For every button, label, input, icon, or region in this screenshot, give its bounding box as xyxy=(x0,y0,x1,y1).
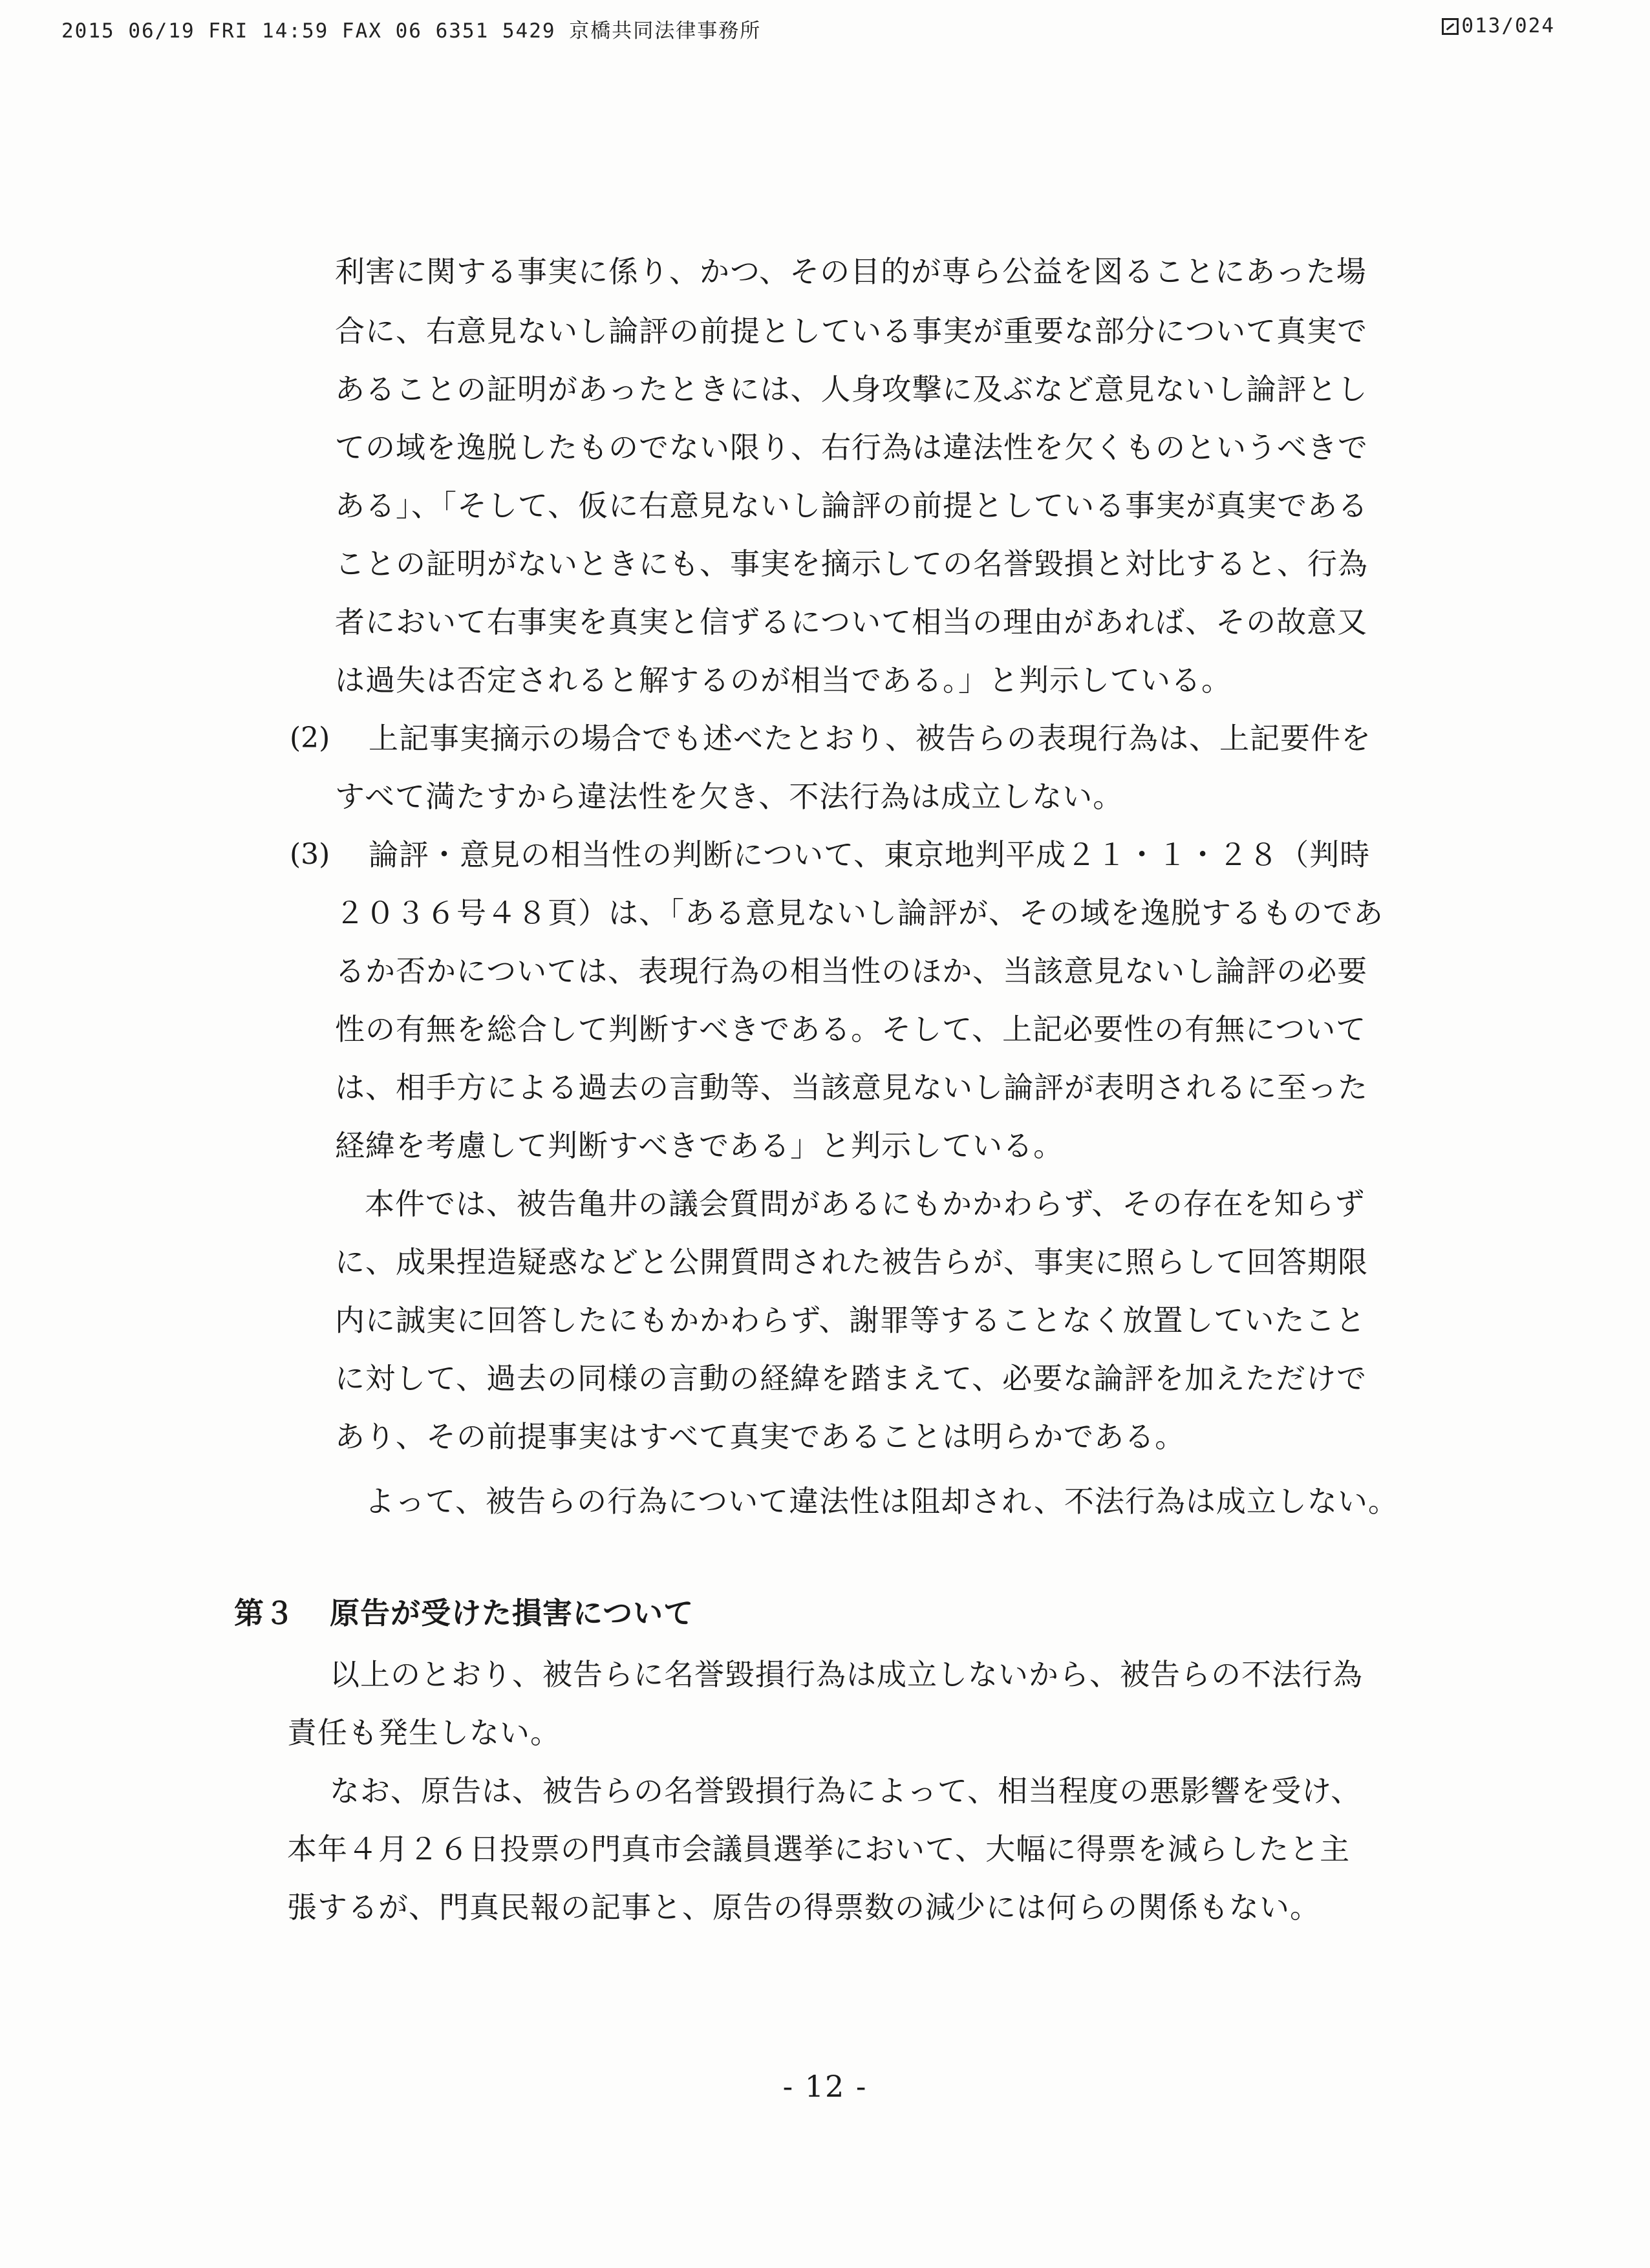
text-line: 責任も発生しない。 xyxy=(287,1715,561,1750)
text-line: 性の有無を総合して判断すべきである。そして、上記必要性の有無について xyxy=(335,1012,1367,1047)
text-line: 張するが、門真民報の記事と、原告の得票数の減少には何らの関係もない。 xyxy=(287,1890,1320,1925)
section-heading: 原告が受けた損害について xyxy=(330,1596,694,1631)
page-number: - 12 - xyxy=(782,2069,868,2104)
text-line: よって、被告らの行為について違法性は阻却され、不法行為は成立しない。 xyxy=(365,1484,1398,1519)
text-line: 者において右事実を真実と信ずるについて相当の理由があれば、その故意又 xyxy=(335,604,1368,639)
text-line: ある」、「そして、仮に右意見ないし論評の前提としている事実が真実である xyxy=(335,488,1369,523)
text-line: 合に、右意見ないし論評の前提としている事実が重要な部分について真実で xyxy=(335,314,1368,348)
text-line: ２０３６号４８頁）は、「ある意見ないし論評が、その域を逸脱するものであ xyxy=(335,895,1384,930)
item-number: (3) xyxy=(290,838,330,871)
text-line: なお、原告は、被告らの名誉毀損行為によって、相当程度の悪影響を受け、 xyxy=(330,1773,1362,1808)
text-line: 上記事実摘示の場合でも述べたとおり、被告らの表現行為は、上記要件を xyxy=(369,721,1371,756)
text-line: あることの証明があったときには、人身攻撃に及ぶなど意見ないし論評とし xyxy=(335,372,1368,407)
text-line: るか否かについては、表現行為の相当性のほか、当該意見ないし論評の必要 xyxy=(335,954,1368,989)
text-line: は過失は否定されると解するのが相当である。」と判示している。 xyxy=(335,663,1232,698)
fax-page-icon xyxy=(1442,18,1459,35)
fax-page-count: 013/024 xyxy=(1461,14,1555,37)
text-line: 本年４月２６日投票の門真市会議員選挙において、大幅に得票を減らしたと主 xyxy=(287,1832,1351,1867)
text-line: 利害に関する事実に係り、かつ、その目的が専ら公益を図ることにあった場 xyxy=(335,254,1367,289)
fax-header-right xyxy=(1442,14,1555,37)
text-line: に、成果捏造疑惑などと公開質問された被告らが、事実に照らして回答期限 xyxy=(335,1245,1368,1279)
text-line: 本件では、被告亀井の議会質問があるにもかかわらず、その存在を知らず xyxy=(365,1186,1366,1221)
text-line: すべて満たすから違法性を欠き、不法行為は成立しない。 xyxy=(335,779,1124,814)
fax-header xyxy=(61,14,1555,47)
item-number: (2) xyxy=(290,722,330,754)
text-line: は、相手方による過去の言動等、当該意見ないし論評が表明されるに至った xyxy=(335,1070,1368,1105)
text-line: 以上のとおり、被告らに名誉毀損行為は成立しないから、被告らの不法行為 xyxy=(330,1657,1363,1692)
fax-header-left: 2015 06/19 FRI 14:59 FAX 06 6351 5429 京橋共同法律事務所 xyxy=(61,19,762,43)
text-line: ての域を逸脱したものでない限り、右行為は違法性を欠くものというべきで xyxy=(335,430,1368,465)
text-line: ことの証明がないときにも、事実を摘示しての名誉毀損と対比すると、行為 xyxy=(335,546,1368,581)
text-line: 経緯を考慮して判断すべきである」と判示している。 xyxy=(335,1128,1064,1163)
section-number: 第３ xyxy=(234,1596,295,1631)
text-line: あり、その前提事実はすべて真実であることは明らかである。 xyxy=(335,1419,1186,1454)
text-line: 内に誠実に回答したにもかかわらず、謝罪等することなく放置していたこと xyxy=(335,1303,1366,1338)
text-line: 論評・意見の相当性の判断について、東京地判平成２１・１・２８（判時 xyxy=(369,837,1371,872)
text-line: に対して、過去の同様の言動の経緯を踏まえて、必要な論評を加えただけで xyxy=(335,1361,1367,1396)
